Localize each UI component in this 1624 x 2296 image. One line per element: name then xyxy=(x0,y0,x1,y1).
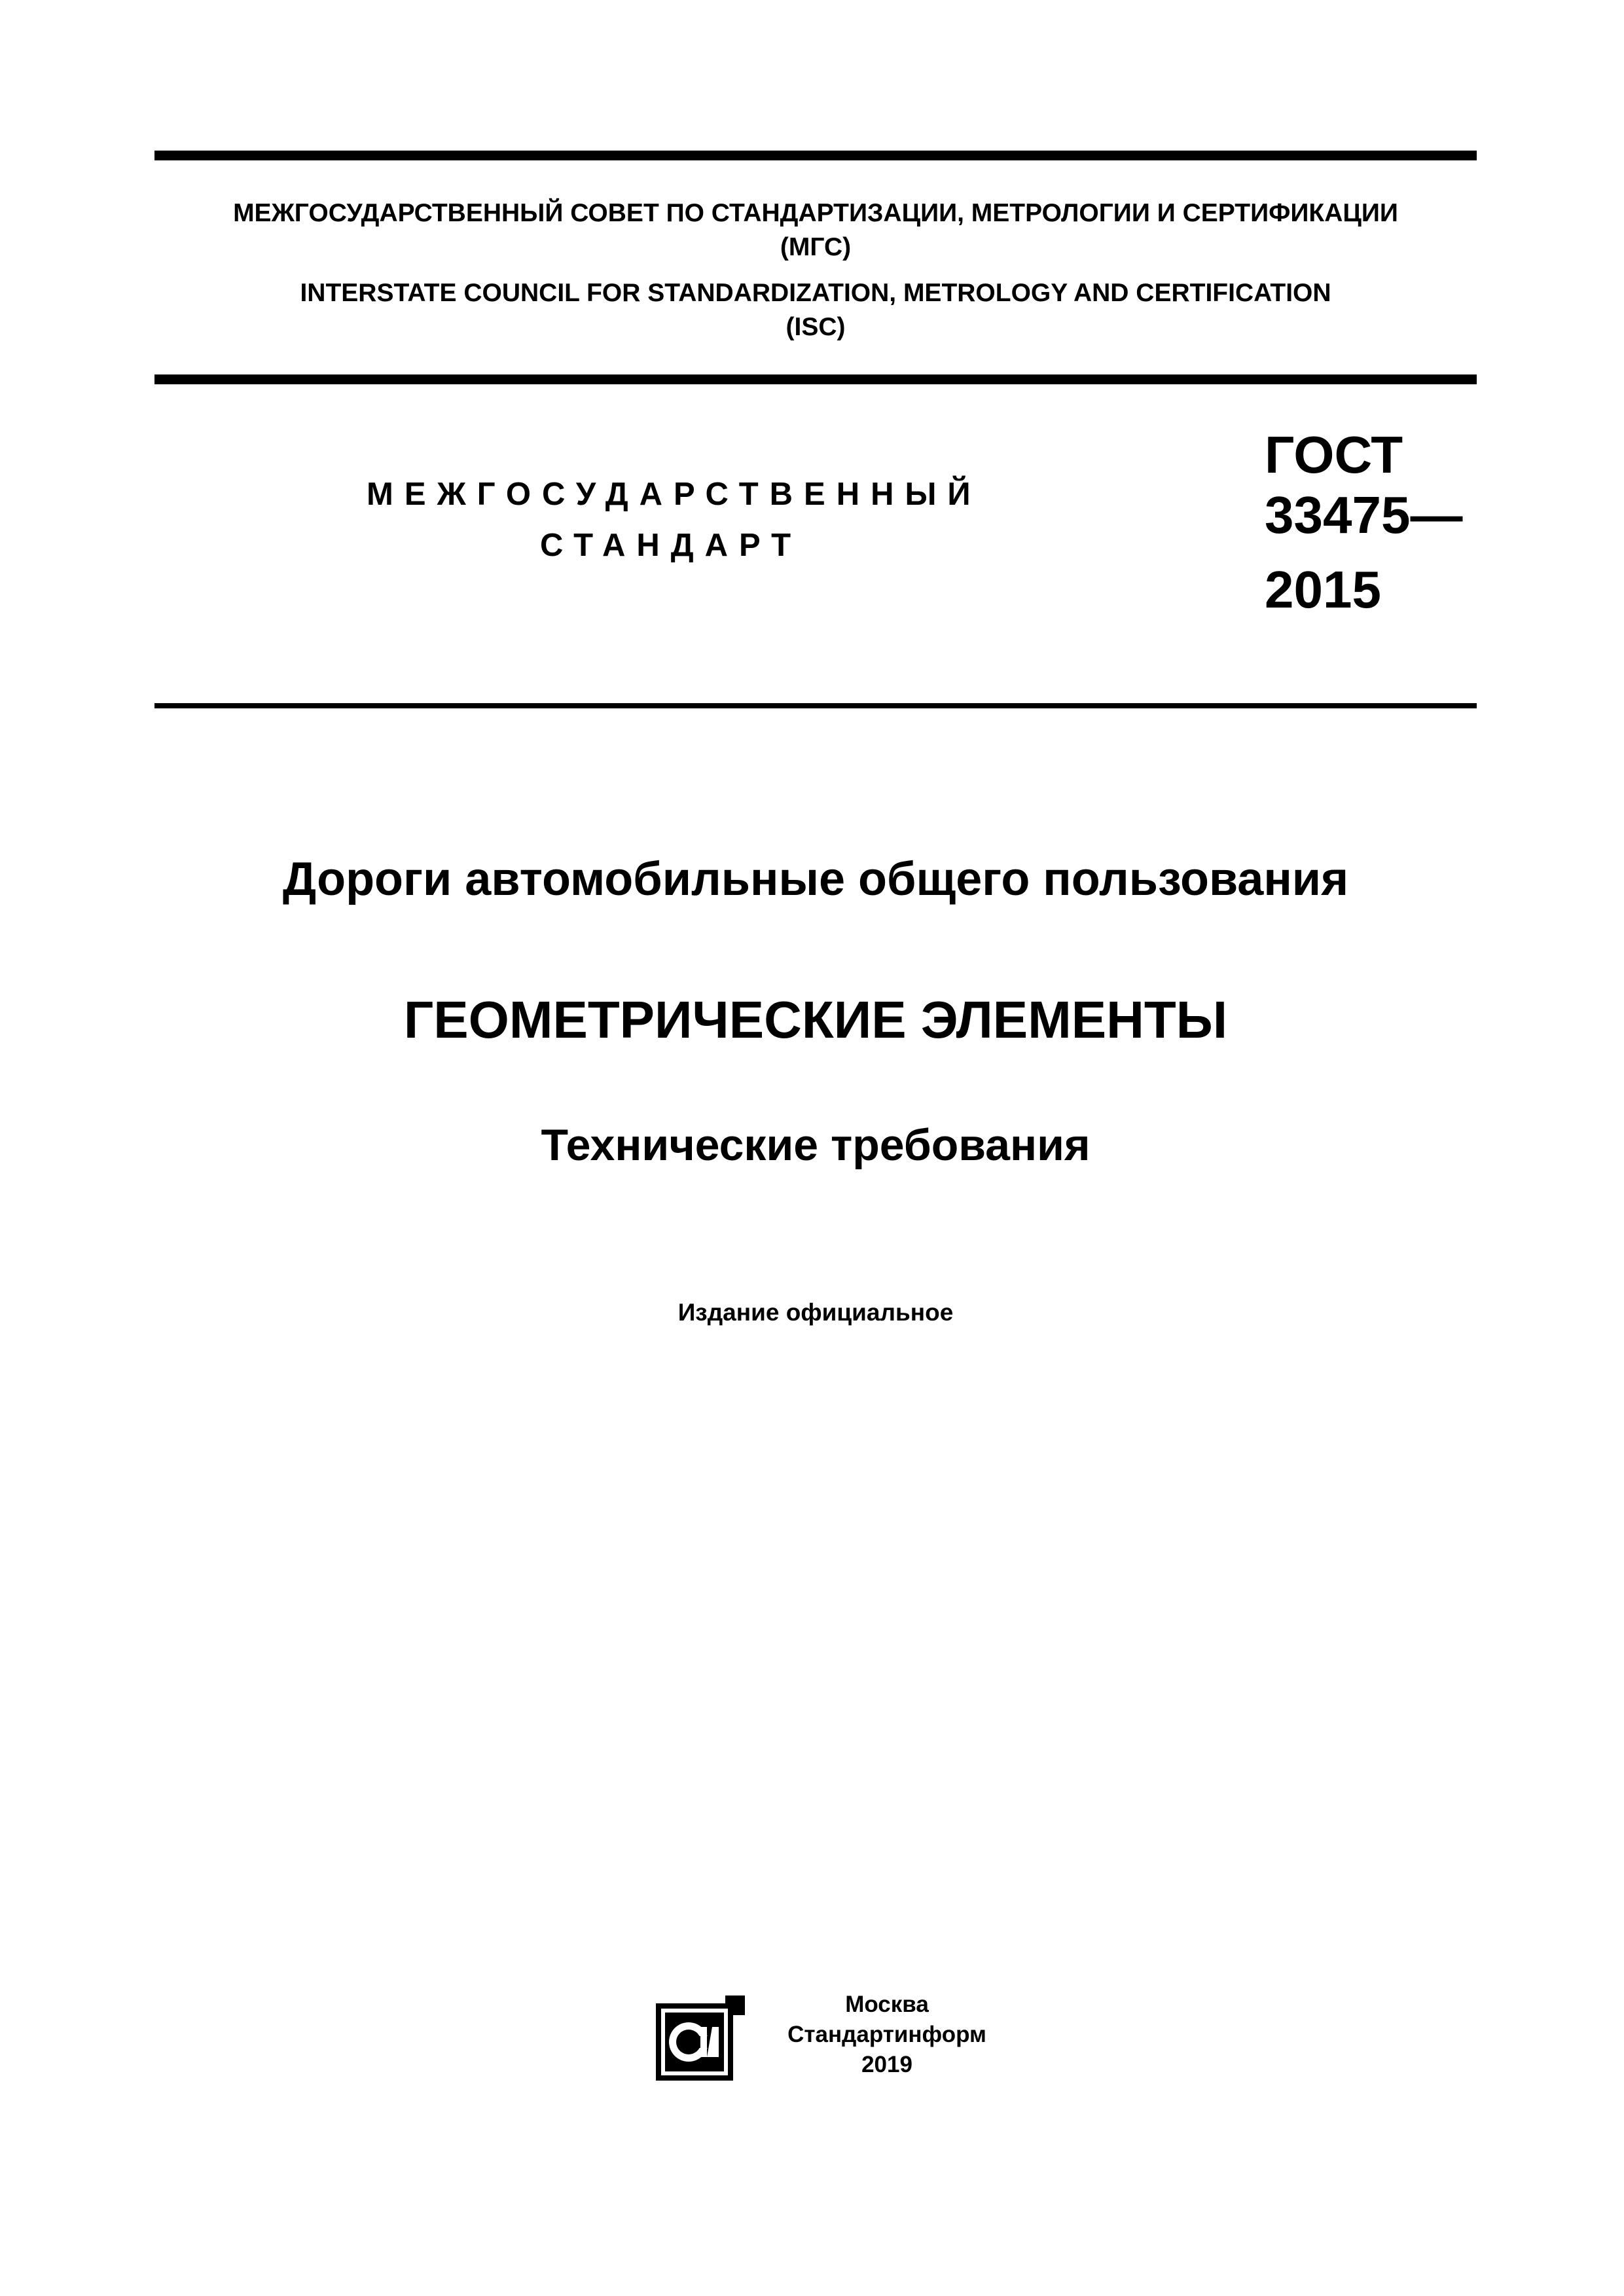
document-title: Дороги автомобильные общего пользования xyxy=(282,853,1349,905)
council-abbr-en: (ISC) xyxy=(785,313,846,341)
council-abbr-ru: (МГС) xyxy=(780,233,852,261)
gost-number: 33475— xyxy=(1265,486,1463,544)
council-name-ru: МЕЖГОСУДАРСТВЕННЫЙ СОВЕТ ПО СТАНДАРТИЗАЦИИ, МЕТРОЛОГИИ И СЕРТИФИКАЦИИ xyxy=(233,199,1398,227)
document-requirements: Технические требования xyxy=(541,1120,1091,1170)
gost-year: 2015 xyxy=(1265,560,1381,619)
publisher-city: Москва xyxy=(845,1992,929,2017)
council-name-en: INTERSTATE COUNCIL FOR STANDARDIZATION, METROLOGY AND CERTIFICATION xyxy=(300,279,1331,307)
standartinform-logo-icon xyxy=(655,1994,746,2082)
standard-kind-line1: МЕЖГОСУДАРСТВЕННЫЙ xyxy=(367,477,982,512)
middle-divider xyxy=(154,374,1477,384)
edition-note: Издание официальное xyxy=(677,1299,954,1326)
document-subtitle: ГЕОМЕТРИЧЕСКИЕ ЭЛЕМЕНТЫ xyxy=(403,991,1228,1049)
top-divider xyxy=(154,151,1477,160)
gost-label: ГОСТ xyxy=(1265,426,1403,484)
bottom-divider xyxy=(154,703,1477,708)
publisher-name: Стандартинформ xyxy=(787,2022,986,2047)
publisher-year: 2019 xyxy=(861,2052,912,2077)
standard-kind-line2: СТАНДАРТ xyxy=(539,528,803,563)
